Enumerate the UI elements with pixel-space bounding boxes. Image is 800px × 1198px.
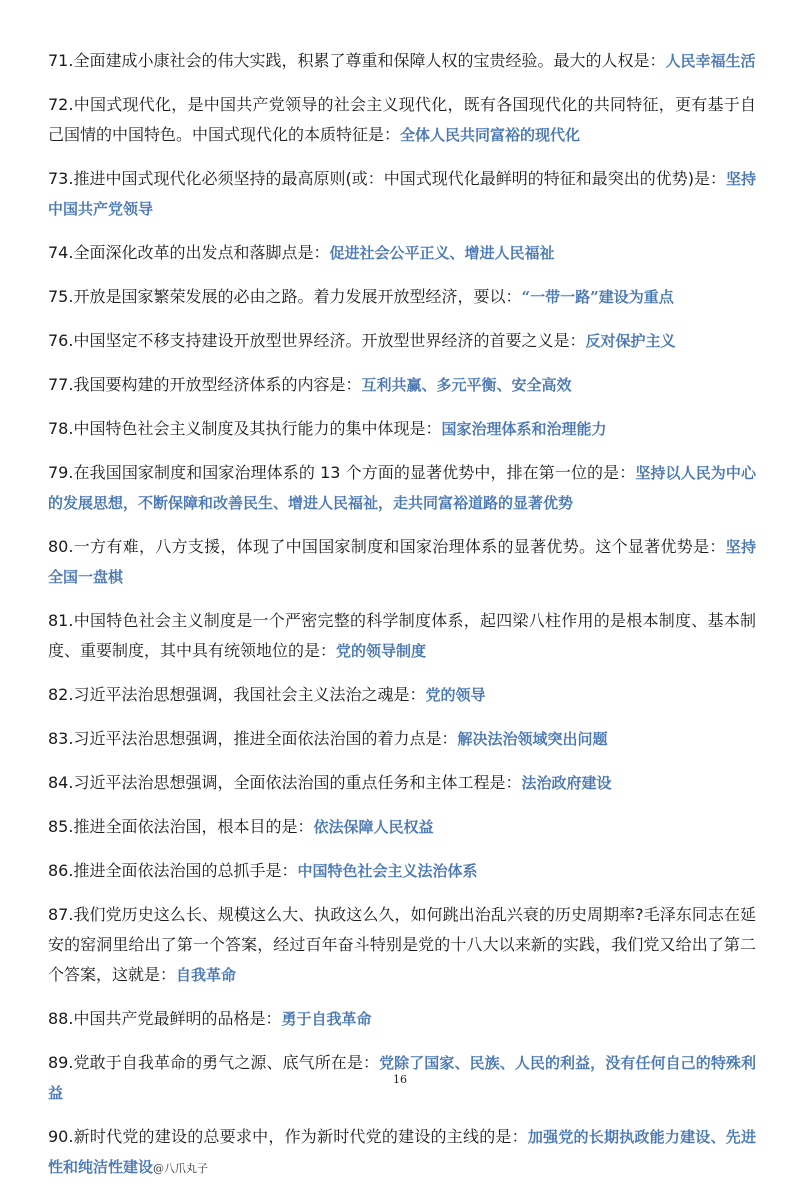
answer: 坚持中国共产党领导 xyxy=(48,170,756,218)
answer: 自我革命 xyxy=(176,966,237,984)
answer: 反对保护主义 xyxy=(585,332,676,350)
qa-item: 76.中国坚定不移支持建设开放型世界经济。开放型世界经济的首要之义是：反对保护主义 xyxy=(48,331,676,350)
qa-item: 83.习近平法治思想强调，推进全面依法治国的着力点是：解决法治领域突出问题 xyxy=(48,729,608,748)
qa-item: 74.全面深化改革的出发点和落脚点是：促进社会公平正义、增进人民福祉 xyxy=(48,243,555,262)
qa-item: 81.中国特色社会主义制度是一个严密完整的科学制度体系，起四梁八柱作用的是根本制度、基本制度、重要制度，其中具有统领地位的是：党的领导制度 xyxy=(48,611,756,660)
qa-item: 71.全面建成小康社会的伟大实践，积累了尊重和保障人权的宝贵经验。最大的人权是：人民幸福生活 xyxy=(48,51,756,70)
qa-item: 88.中国共产党最鲜明的品格是：勇于自我革命 xyxy=(48,1009,372,1028)
answer: 坚持全国一盘棋 xyxy=(48,538,756,586)
answer: 勇于自我革命 xyxy=(281,1010,372,1028)
qa-item: 86.推进全面依法治国的总抓手是：中国特色社会主义法治体系 xyxy=(48,861,478,880)
answer: 全体人民共同富裕的现代化 xyxy=(400,126,581,144)
page-number: 16 xyxy=(393,1073,407,1086)
answer: 解决法治领域突出问题 xyxy=(457,730,608,748)
qa-item: 90.新时代党的建设的总要求中，作为新时代党的建设的主线的是：加强党的长期执政能力建设、先进性和纯洁性建设@八爪丸子 xyxy=(48,1127,756,1176)
answer: 加强党的长期执政能力建设、先进性和纯洁性建设 xyxy=(48,1128,756,1176)
answer: 党的领导制度 xyxy=(336,642,427,660)
answer: 坚持以人民为中心的发展思想，不断保障和改善民生、增进人民福祉，走共同富裕道路的显著优势 xyxy=(48,464,756,512)
answer: 国家治理体系和治理能力 xyxy=(441,420,607,438)
qa-item: 78.中国特色社会主义制度及其执行能力的集中体现是：国家治理体系和治理能力 xyxy=(48,419,607,438)
answer: 依法保障人民权益 xyxy=(313,818,434,836)
qa-item: 84.习近平法治思想强调，全面依法治国的重点任务和主体工程是：法治政府建设 xyxy=(48,773,612,792)
answer: “一带一路”建设为重点 xyxy=(521,288,674,306)
answer: 互利共赢、多元平衡、安全高效 xyxy=(361,376,572,394)
qa-item: 80.一方有难，八方支援，体现了中国国家制度和国家治理体系的显著优势。这个显著优势是：坚持全国一盘棋 xyxy=(48,537,756,586)
answer: 中国特色社会主义法治体系 xyxy=(297,862,478,880)
answer: 人民幸福生活 xyxy=(665,52,756,70)
answer: 法治政府建设 xyxy=(521,774,612,792)
qa-item: 77.我国要构建的开放型经济体系的内容是：互利共赢、多元平衡、安全高效 xyxy=(48,375,572,394)
document-body xyxy=(48,46,756,1198)
watermark: @八爪丸子 xyxy=(153,1162,209,1175)
qa-item: 89.党敢于自我革命的勇气之源、底气所在是：党除了国家、民族、人民的利益，没有任何自己的特殊利益 xyxy=(48,1053,756,1102)
answer: 党的领导 xyxy=(425,686,486,704)
qa-item: 79.在我国国家制度和国家治理体系的 13 个方面的显著优势中，排在第一位的是：坚持以人民为中心的发展思想，不断保障和改善民生、增进人民福祉，走共同富裕道路的显著优势 xyxy=(48,463,756,512)
qa-item: 75.开放是国家繁荣发展的必由之路。着力发展开放型经济，要以：“一带一路”建设为重点 xyxy=(48,287,674,306)
qa-item: 87.我们党历史这么长、规模这么大、执政这么久，如何跳出治乱兴衰的历史周期率?毛泽东同志在延安的窑洞里给出了第一个答案，经过百年奋斗特别是党的十八大以来新的实践，我们党又给出了第二个答案，这就是：自我革命 xyxy=(48,905,756,984)
qa-item: 82.习近平法治思想强调，我国社会主义法治之魂是：党的领导 xyxy=(48,685,486,704)
qa-item: 72.中国式现代化，是中国共产党领导的社会主义现代化，既有各国现代化的共同特征，更有基于自己国情的中国特色。中国式现代化的本质特征是：全体人民共同富裕的现代化 xyxy=(48,95,756,144)
answer: 党除了国家、民族、人民的利益，没有任何自己的特殊利益 xyxy=(48,1054,756,1102)
qa-item: 85.推进全面依法治国，根本目的是：依法保障人民权益 xyxy=(48,817,434,836)
qa-item: 73.推进中国式现代化必须坚持的最高原则(或：中国式现代化最鲜明的特征和最突出的优势)是：坚持中国共产党领导 xyxy=(48,169,756,218)
answer: 促进社会公平正义、增进人民福祉 xyxy=(329,244,555,262)
